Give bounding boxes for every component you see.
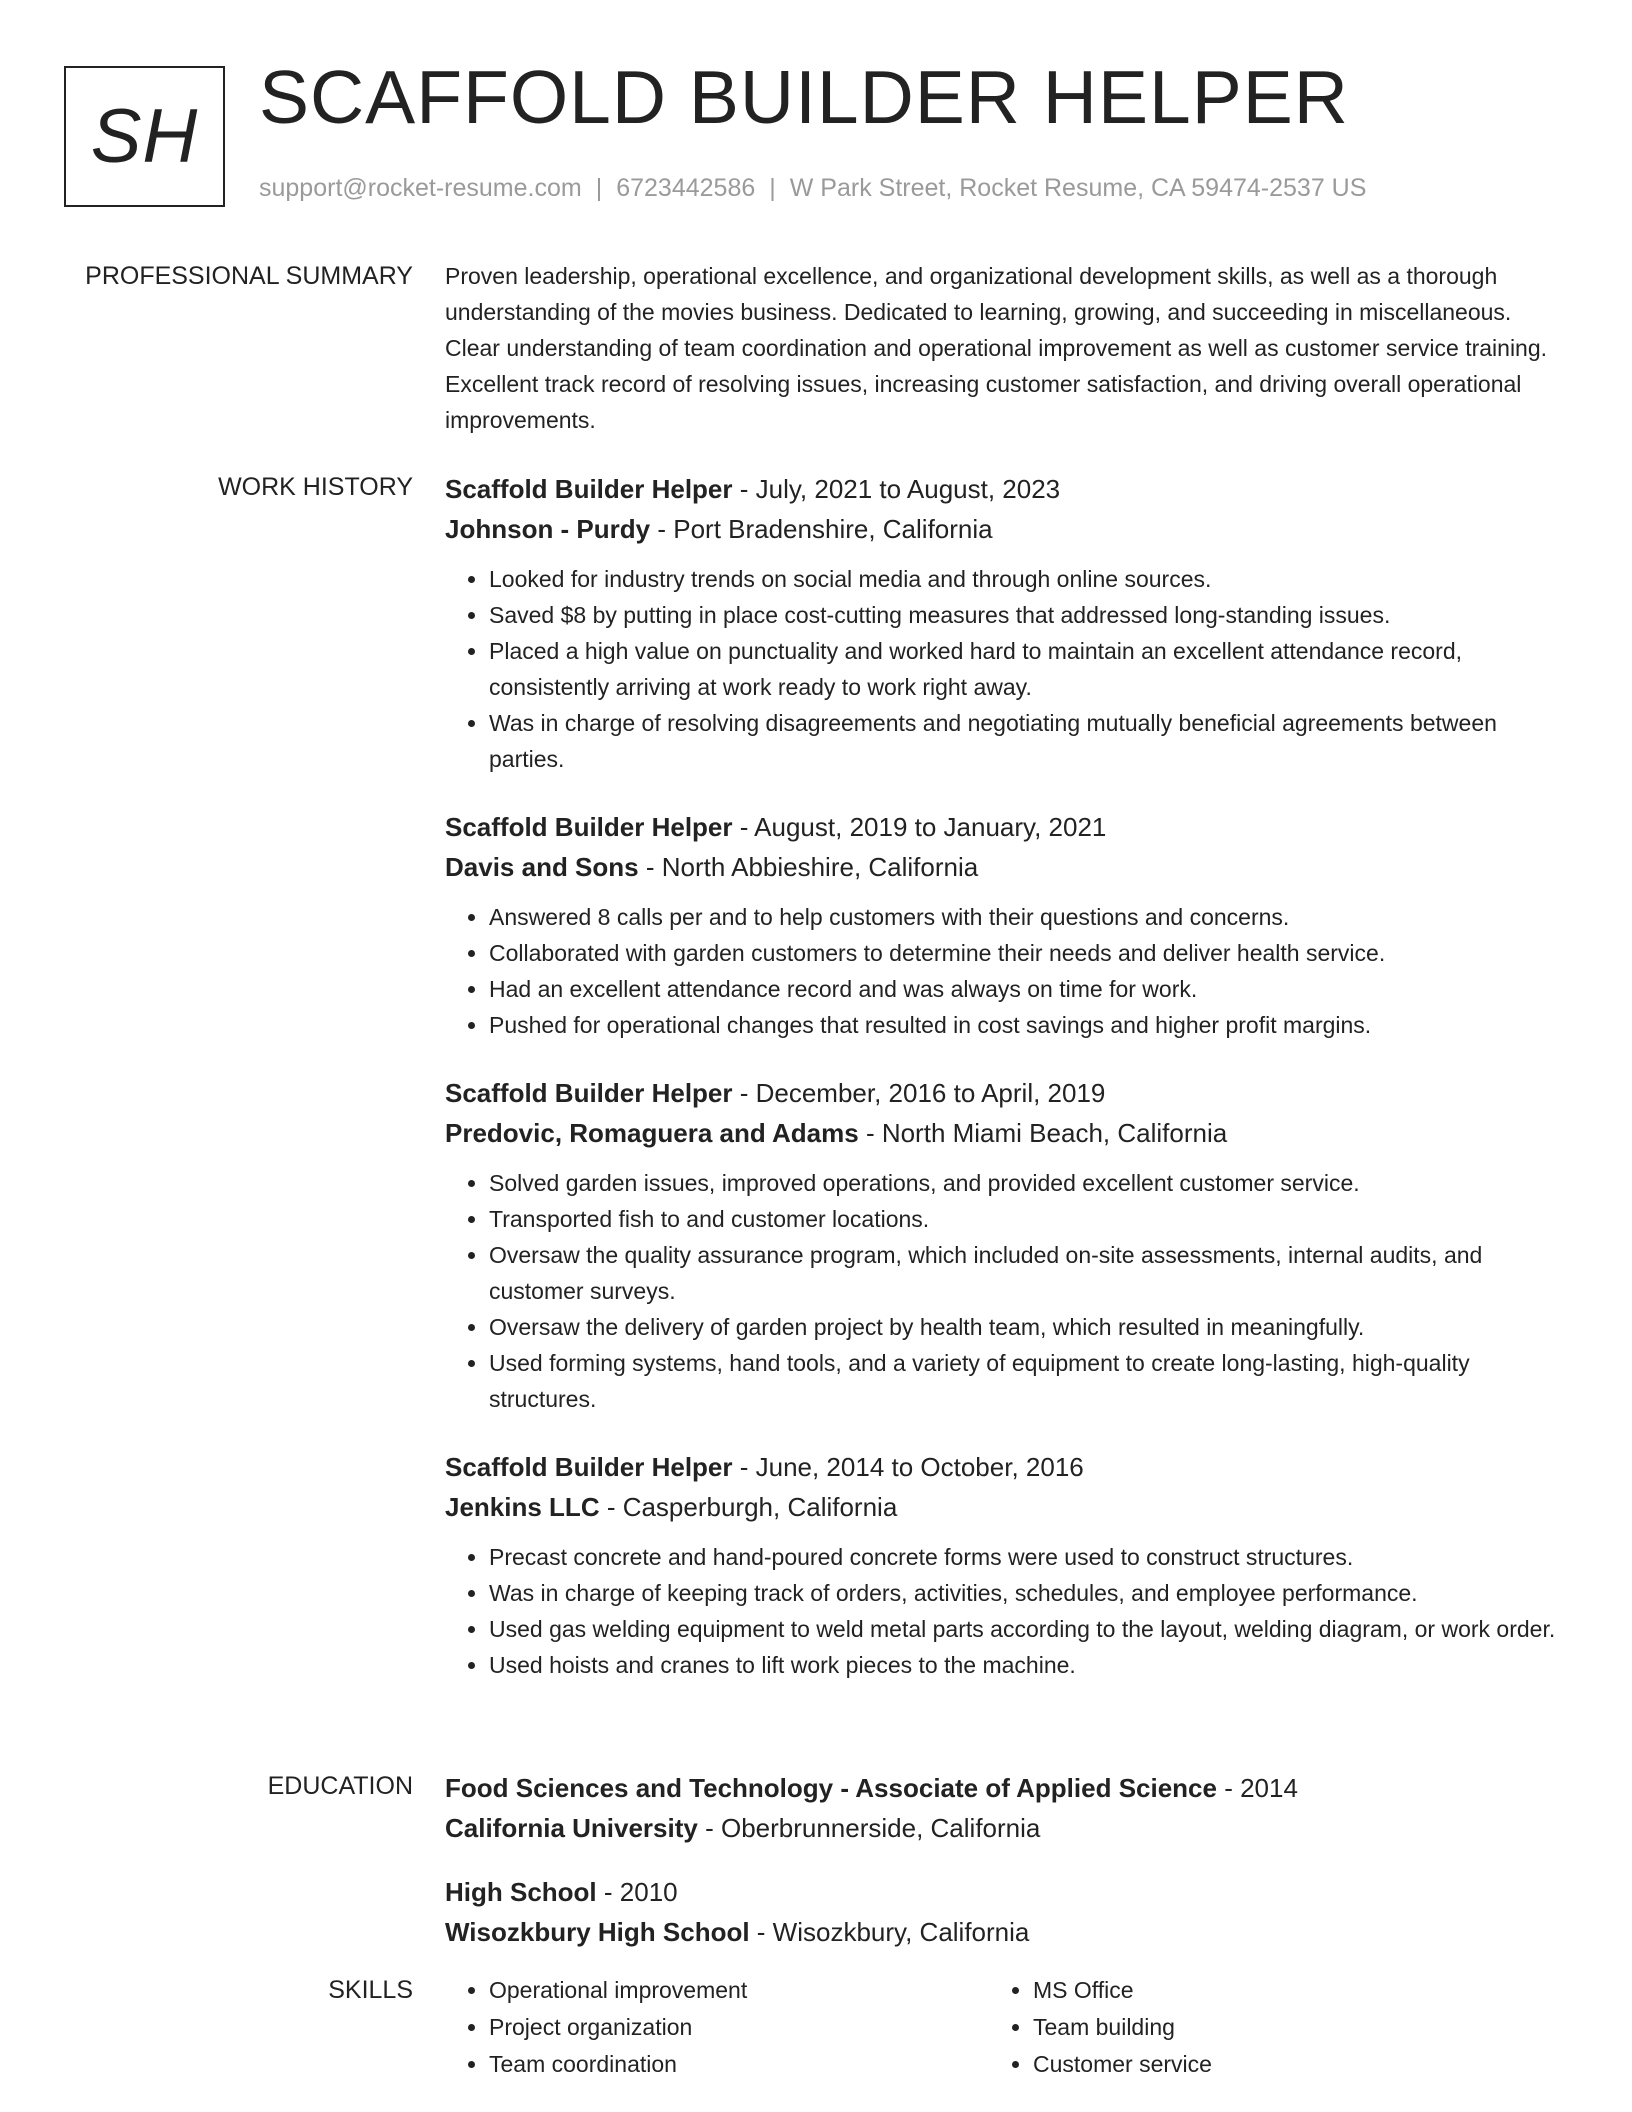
skill-item: • Customer service: [1033, 2046, 1533, 2083]
job-dates: - June, 2014 to October, 2016: [732, 1452, 1084, 1482]
education-degree: Food Sciences and Technology - Associate of Applied Science: [445, 1773, 1217, 1803]
job-bullet: • Used hoists and cranes to lift work pieces to the machine.: [489, 1647, 1565, 1683]
job-entry: [445, 469, 1565, 777]
job-dates: - August, 2019 to January, 2021: [732, 812, 1107, 842]
job-company: Johnson - Purdy: [445, 514, 651, 544]
education-year: - 2010: [596, 1877, 678, 1907]
skills-column-right: [989, 1972, 1533, 2083]
contact-email[interactable]: support@rocket-resume.com: [259, 174, 582, 202]
job-bullet: • Looked for industry trends on social media and through online sources.: [489, 561, 1565, 597]
skill-item: • Team coordination: [489, 2046, 989, 2083]
job-bullet: • Placed a high value on punctuality and worked hard to maintain an excellent attendance record, consistently arriving at work ready to work right away.: [489, 633, 1565, 705]
skill-item: • Project organization: [489, 2009, 989, 2046]
skill-item: • Operational improvement: [489, 1972, 989, 2009]
job-company: Jenkins LLC: [445, 1492, 600, 1522]
contact-phone[interactable]: 6723442586: [616, 174, 756, 202]
job-title-line: [445, 469, 1565, 509]
job-title: Scaffold Builder Helper: [445, 812, 733, 842]
skill-item: • Team building: [1033, 2009, 1533, 2046]
education-location: - Wisozkbury, California: [749, 1917, 1030, 1947]
education-school: California University: [445, 1813, 698, 1843]
job-location: - North Abbieshire, California: [638, 852, 979, 882]
job-bullet: • Pushed for operational changes that resulted in cost savings and higher profit margins.: [489, 1007, 1565, 1043]
job-bullet: • Had an excellent attendance record and was always on time for work.: [489, 971, 1565, 1007]
job-company: Davis and Sons: [445, 852, 639, 882]
job-bullet: • Was in charge of resolving disagreements and negotiating mutually beneficial agreements between parties.: [489, 705, 1565, 777]
education-school-line: [445, 1808, 1565, 1848]
job-bullet: • Oversaw the delivery of garden project by health team, which resulted in meaningfully.: [489, 1309, 1565, 1345]
candidate-name: SCAFFOLD BUILDER HELPER: [259, 55, 1349, 139]
job-company-line: [445, 847, 1565, 887]
job-entry: [445, 1073, 1565, 1417]
job-location: - Casperburgh, California: [599, 1492, 898, 1522]
job-entry: [445, 807, 1565, 1043]
education-entry: [445, 1872, 1565, 1952]
job-company: Predovic, Romaguera and Adams: [445, 1118, 859, 1148]
section-label-summary: PROFESSIONAL SUMMARY: [85, 262, 413, 290]
job-bullets: [445, 899, 1565, 1043]
job-title: Scaffold Builder Helper: [445, 474, 733, 504]
contact-line: [259, 174, 1366, 203]
contact-separator: |: [595, 174, 603, 202]
job-bullet: • Was in charge of keeping track of orders, activities, schedules, and employee performance.: [489, 1575, 1565, 1611]
job-company-line: [445, 1113, 1565, 1153]
monogram-box: [64, 66, 225, 207]
job-company-line: [445, 1487, 1565, 1527]
job-bullet: • Transported fish to and customer locations.: [489, 1201, 1565, 1237]
job-title-line: [445, 1447, 1565, 1487]
job-bullet: • Used forming systems, hand tools, and a variety of equipment to create long-lasting, high-quality structures.: [489, 1345, 1565, 1417]
education-degree-line: [445, 1768, 1565, 1808]
job-location: - Port Bradenshire, California: [650, 514, 993, 544]
monogram-initials: SH: [90, 94, 199, 179]
job-bullet: • Collaborated with garden customers to determine their needs and deliver health service.: [489, 935, 1565, 971]
skills-grid: [445, 1972, 1565, 2083]
job-bullet: • Oversaw the quality assurance program, which included on-site assessments, internal audits, and customer surveys.: [489, 1237, 1565, 1309]
job-bullet: • Used gas welding equipment to weld metal parts according to the layout, welding diagram, or work order.: [489, 1611, 1565, 1647]
skills-column-left: [445, 1972, 989, 2083]
summary-text: Proven leadership, operational excellence, and organizational development skills, as well as a thorough understanding of the movies business. Dedicated to learning, growing, and succeeding in miscellaneous. Clear understanding of team coordination and operational improvement as well as customer service training. Excellent track record of resolving issues, increasing customer satisfaction, and driving overall operational improvements.: [445, 263, 1548, 433]
job-bullet: • Solved garden issues, improved operations, and provided excellent customer service.: [489, 1165, 1565, 1201]
job-dates: - July, 2021 to August, 2023: [732, 474, 1061, 504]
education-degree: High School: [445, 1877, 597, 1907]
education-year: - 2014: [1216, 1773, 1298, 1803]
job-title-line: [445, 1073, 1565, 1113]
education-school: Wisozkbury High School: [445, 1917, 750, 1947]
job-bullets: [445, 1539, 1565, 1683]
job-bullets: [445, 561, 1565, 777]
section-label-education: EDUCATION: [267, 1772, 413, 1800]
job-bullets: [445, 1165, 1565, 1417]
section-label-work: WORK HISTORY: [218, 473, 413, 501]
education-degree-line: [445, 1872, 1565, 1912]
job-title-line: [445, 807, 1565, 847]
job-bullet: • Saved $8 by putting in place cost-cutting measures that addressed long-standing issues.: [489, 597, 1565, 633]
job-title: Scaffold Builder Helper: [445, 1078, 733, 1108]
education-school-line: [445, 1912, 1565, 1952]
job-dates: - December, 2016 to April, 2019: [732, 1078, 1106, 1108]
job-bullet: • Answered 8 calls per and to help customers with their questions and concerns.: [489, 899, 1565, 935]
job-bullet: • Precast concrete and hand-poured concrete forms were used to construct structures.: [489, 1539, 1565, 1575]
education-location: - Oberbrunnerside, California: [697, 1813, 1041, 1843]
skill-item: • MS Office: [1033, 1972, 1533, 2009]
job-company-line: [445, 509, 1565, 549]
job-entry: [445, 1447, 1565, 1683]
contact-separator: |: [769, 174, 776, 202]
job-location: - North Miami Beach, California: [858, 1118, 1228, 1148]
job-title: Scaffold Builder Helper: [445, 1452, 733, 1482]
section-label-skills: SKILLS: [328, 1976, 413, 2004]
contact-address: W Park Street, Rocket Resume, CA 59474-2537 US: [789, 174, 1367, 202]
education-entry: [445, 1768, 1565, 1848]
